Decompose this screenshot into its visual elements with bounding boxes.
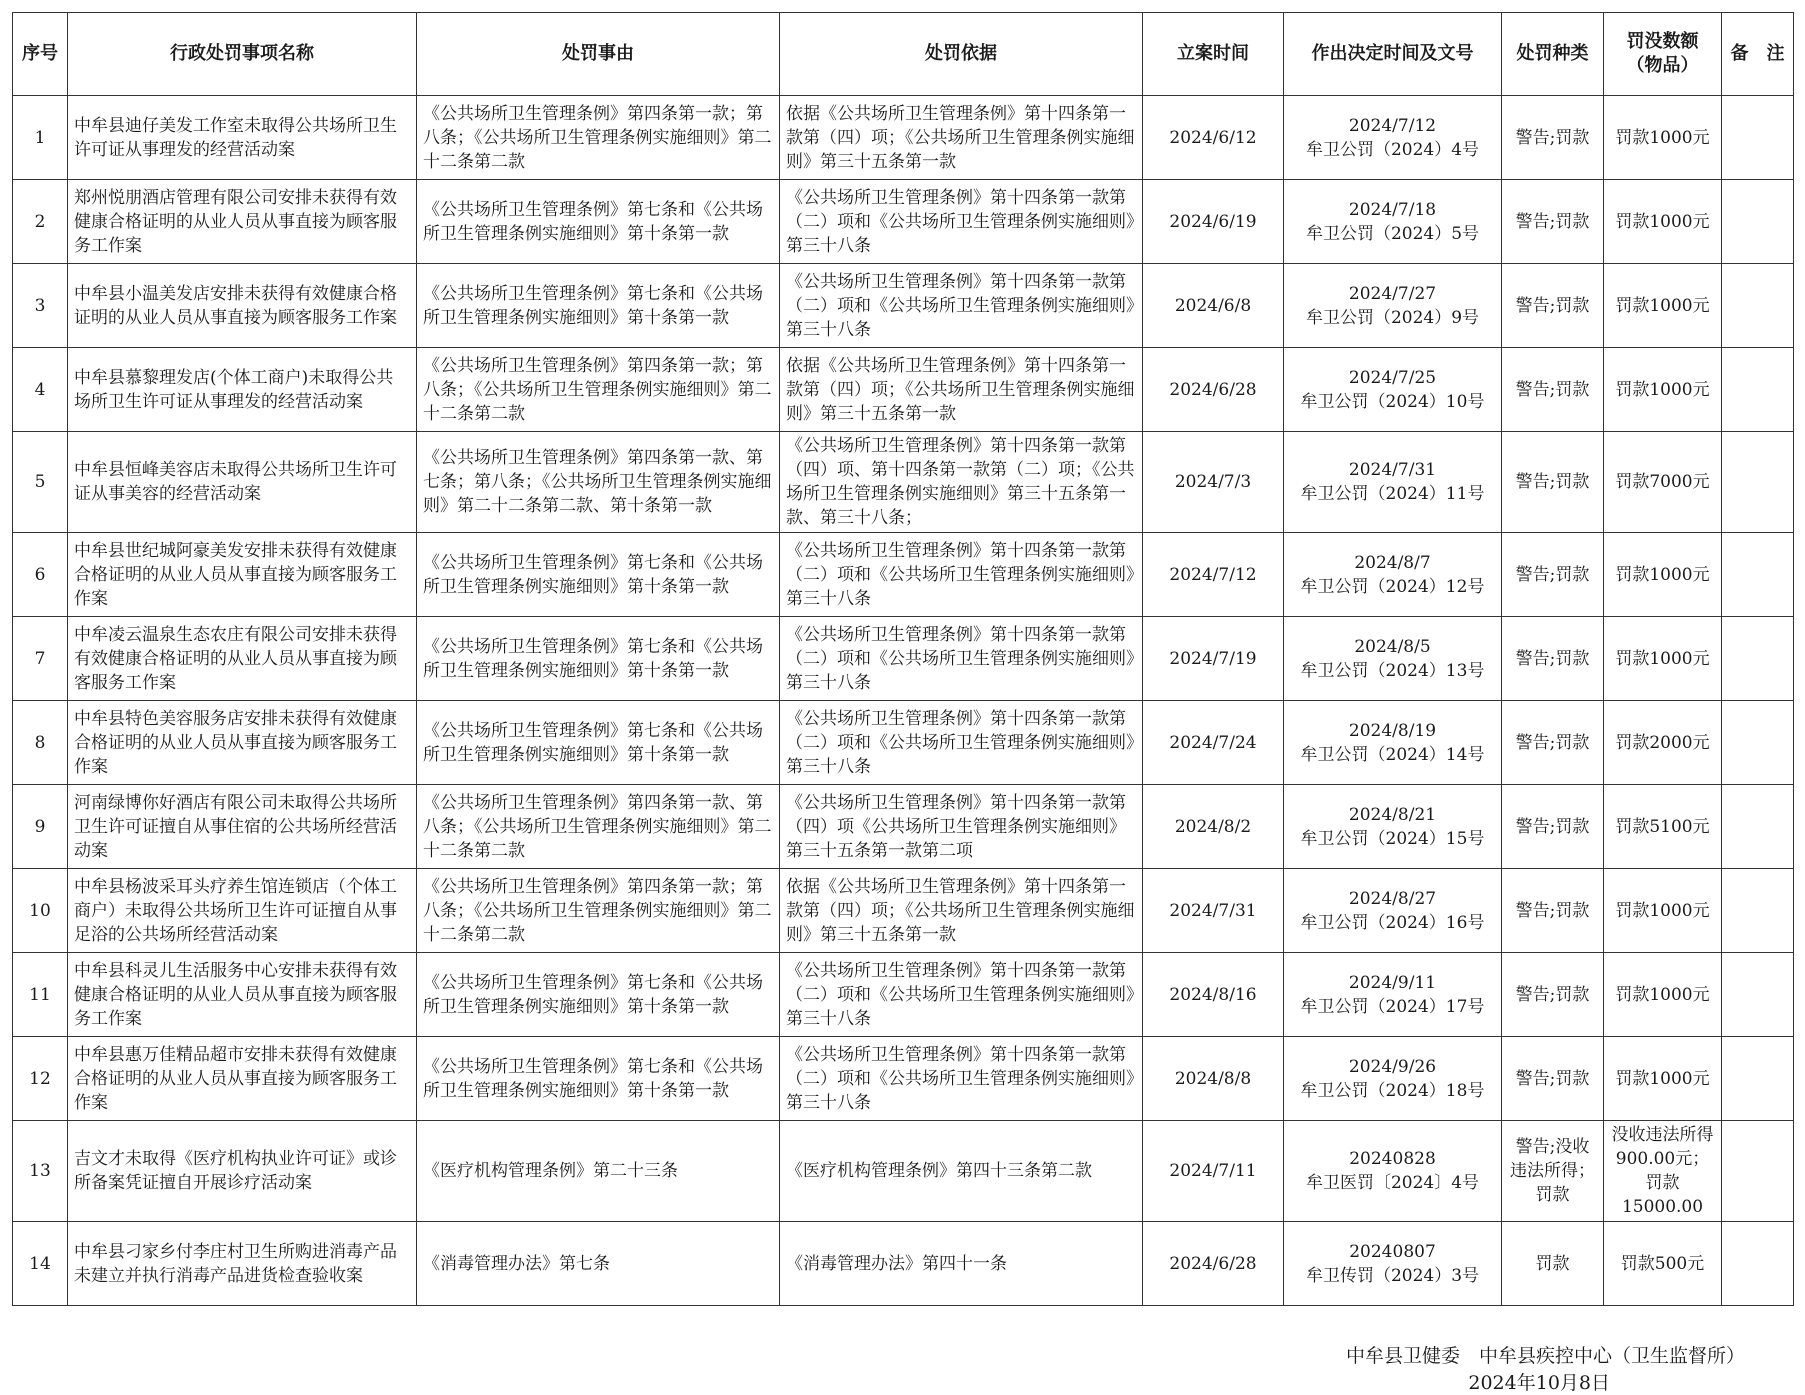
header-item: 行政处罚事项名称 <box>68 13 417 96</box>
decision-date: 2024/7/12 <box>1348 115 1437 136</box>
cell-filed: 2024/6/28 <box>1143 348 1284 432</box>
decision-number: 牟卫公罚（2024）18号 <box>1300 1080 1485 1101</box>
decision-date: 2024/7/18 <box>1348 199 1437 220</box>
cell-type: 警告;罚款 <box>1502 348 1604 432</box>
cell-decision <box>1284 1222 1502 1306</box>
decision-number: 牟卫传罚（2024）3号 <box>1305 1265 1480 1286</box>
decision-number: 牟卫公罚（2024）10号 <box>1300 391 1485 412</box>
cell-seq: 5 <box>13 432 68 533</box>
decision-date: 2024/8/27 <box>1348 888 1437 909</box>
cell-item: 中牟县恒峰美容店未取得公共场所卫生许可证从事美容的经营活动案 <box>68 432 417 533</box>
cell-reason: 《公共场所卫生管理条例》第七条和《公共场所卫生管理条例实施细则》第十条第一款 <box>417 617 780 701</box>
cell-amount: 罚款1000元 <box>1604 96 1722 180</box>
cell-reason: 《公共场所卫生管理条例》第四条第一款；第八条；《公共场所卫生管理条例实施细则》第二十二条第二款 <box>417 348 780 432</box>
cell-amount: 罚款1000元 <box>1604 869 1722 953</box>
cell-reason: 《公共场所卫生管理条例》第七条和《公共场所卫生管理条例实施细则》第十条第一款 <box>417 180 780 264</box>
decision-date: 2024/8/7 <box>1354 552 1431 573</box>
cell-type: 警告;罚款 <box>1502 701 1604 785</box>
cell-item: 中牟县科灵儿生活服务中心安排未获得有效健康合格证明的从业人员从事直接为顾客服务工作案 <box>68 953 417 1037</box>
decision-date: 2024/7/31 <box>1348 460 1437 480</box>
cell-remark <box>1722 617 1794 701</box>
table-row <box>13 869 1794 953</box>
cell-seq: 11 <box>13 953 68 1037</box>
cell-decision <box>1284 785 1502 869</box>
cell-filed: 2024/6/19 <box>1143 180 1284 264</box>
cell-seq: 14 <box>13 1222 68 1306</box>
cell-basis: 依据《公共场所卫生管理条例》第十四条第一款第（四）项；《公共场所卫生管理条例实施细则》第三十五条第一款 <box>780 869 1143 953</box>
cell-remark <box>1722 264 1794 348</box>
cell-decision <box>1284 617 1502 701</box>
table-row <box>13 953 1794 1037</box>
decision-number: 牟卫公罚（2024）9号 <box>1305 307 1480 328</box>
cell-basis: 《公共场所卫生管理条例》第十四条第一款第（二）项和《公共场所卫生管理条例实施细则》第三十八条 <box>780 264 1143 348</box>
cell-filed: 2024/7/24 <box>1143 701 1284 785</box>
header-filed: 立案时间 <box>1143 13 1284 96</box>
decision-number: 牟卫公罚（2024）12号 <box>1300 576 1485 597</box>
header-remark: 备 注 <box>1722 13 1794 96</box>
cell-decision <box>1284 1037 1502 1121</box>
cell-decision <box>1284 953 1502 1037</box>
cell-seq: 7 <box>13 617 68 701</box>
cell-amount: 罚款1000元 <box>1604 264 1722 348</box>
cell-decision <box>1284 701 1502 785</box>
cell-type: 警告;罚款 <box>1502 617 1604 701</box>
table-row <box>13 180 1794 264</box>
cell-basis: 《公共场所卫生管理条例》第十四条第一款第（四）项《公共场所卫生管理条例实施细则》第三十五条第一款第二项 <box>780 785 1143 869</box>
cell-decision <box>1284 264 1502 348</box>
cell-remark <box>1722 348 1794 432</box>
decision-date: 2024/7/27 <box>1348 283 1437 304</box>
cell-remark <box>1722 785 1794 869</box>
cell-basis: 《公共场所卫生管理条例》第十四条第一款第（二）项和《公共场所卫生管理条例实施细则》第三十八条 <box>780 701 1143 785</box>
table-row <box>13 1222 1794 1306</box>
cell-decision <box>1284 180 1502 264</box>
cell-reason: 《消毒管理办法》第七条 <box>417 1222 780 1306</box>
cell-type: 警告;罚款 <box>1502 1037 1604 1121</box>
cell-item: 河南绿博你好酒店有限公司未取得公共场所卫生许可证擅自从事住宿的公共场所经营活动案 <box>68 785 417 869</box>
decision-number: 牟卫公罚（2024）15号 <box>1300 828 1485 849</box>
cell-item: 中牟县特色美容服务店安排未获得有效健康合格证明的从业人员从事直接为顾客服务工作案 <box>68 701 417 785</box>
cell-remark <box>1722 180 1794 264</box>
cell-type: 警告;罚款 <box>1502 533 1604 617</box>
cell-item: 中牟县惠万佳精品超市安排未获得有效健康合格证明的从业人员从事直接为顾客服务工作案 <box>68 1037 417 1121</box>
cell-amount: 罚款1000元 <box>1604 953 1722 1037</box>
table-row <box>13 1121 1794 1222</box>
header-decision: 作出决定时间及文号 <box>1284 13 1502 96</box>
cell-item: 中牟县小温美发店安排未获得有效健康合格证明的从业人员从事直接为顾客服务工作案 <box>68 264 417 348</box>
decision-number: 牟卫公罚（2024）11号 <box>1300 484 1485 504</box>
cell-item: 中牟县刁家乡付李庄村卫生所购进消毒产品未建立并执行消毒产品进货检查验收案 <box>68 1222 417 1306</box>
cell-basis: 《公共场所卫生管理条例》第十四条第一款第（四）项、第十四条第一款第（二）项；《公共场所卫生管理条例实施细则》第三十五条第一款、第三十八条； <box>780 432 1143 533</box>
table-row <box>13 96 1794 180</box>
cell-amount: 罚款7000元 <box>1604 432 1722 533</box>
cell-basis: 《公共场所卫生管理条例》第十四条第一款第（二）项和《公共场所卫生管理条例实施细则》第三十八条 <box>780 1037 1143 1121</box>
decision-date: 2024/9/26 <box>1348 1056 1437 1077</box>
cell-reason: 《医疗机构管理条例》第二十三条 <box>417 1121 780 1222</box>
cell-decision <box>1284 96 1502 180</box>
cell-seq: 2 <box>13 180 68 264</box>
cell-decision <box>1284 1121 1502 1222</box>
cell-decision <box>1284 533 1502 617</box>
decision-date: 2024/7/25 <box>1348 367 1437 388</box>
cell-basis: 《公共场所卫生管理条例》第十四条第一款第（二）项和《公共场所卫生管理条例实施细则》第三十八条 <box>780 180 1143 264</box>
cell-seq: 13 <box>13 1121 68 1222</box>
decision-date: 2024/8/5 <box>1354 636 1431 657</box>
table-row <box>13 617 1794 701</box>
cell-amount: 罚款1000元 <box>1604 180 1722 264</box>
cell-type: 警告;罚款 <box>1502 432 1604 533</box>
cell-seq: 1 <box>13 96 68 180</box>
table-row <box>13 348 1794 432</box>
cell-seq: 10 <box>13 869 68 953</box>
cell-seq: 12 <box>13 1037 68 1121</box>
decision-date: 20240807 <box>1349 1241 1436 1262</box>
cell-type: 警告;罚款 <box>1502 96 1604 180</box>
cell-type: 罚款 <box>1502 1222 1604 1306</box>
decision-date: 2024/9/11 <box>1348 972 1437 993</box>
cell-decision <box>1284 869 1502 953</box>
cell-remark <box>1722 432 1794 533</box>
cell-filed: 2024/8/8 <box>1143 1037 1284 1121</box>
cell-amount: 罚款500元 <box>1604 1222 1722 1306</box>
cell-amount: 罚款1000元 <box>1604 348 1722 432</box>
cell-filed: 2024/7/3 <box>1143 432 1284 533</box>
cell-type: 警告;罚款 <box>1502 953 1604 1037</box>
cell-reason: 《公共场所卫生管理条例》第四条第一款、第八条；《公共场所卫生管理条例实施细则》第二十二条第二款 <box>417 785 780 869</box>
header-amount: 罚没数额（物品） <box>1604 13 1722 96</box>
cell-item: 中牟县杨波采耳头疗养生馆连锁店（个体工商户）未取得公共场所卫生许可证擅自从事足浴的公共场所经营活动案 <box>68 869 417 953</box>
footer-organization: 中牟县卫健委 中牟县疾控中心（卫生监督所） <box>1345 1345 1745 1367</box>
cell-reason: 《公共场所卫生管理条例》第四条第一款、第七条；第八条；《公共场所卫生管理条例实施细则》第二十二条第二款、第十条第一款 <box>417 432 780 533</box>
cell-filed: 2024/6/8 <box>1143 264 1284 348</box>
cell-amount: 罚款1000元 <box>1604 533 1722 617</box>
cell-basis: 《公共场所卫生管理条例》第十四条第一款第（二）项和《公共场所卫生管理条例实施细则》第三十八条 <box>780 617 1143 701</box>
cell-item: 中牟县世纪城阿豪美发安排未获得有效健康合格证明的从业人员从事直接为顾客服务工作案 <box>68 533 417 617</box>
cell-filed: 2024/6/12 <box>1143 96 1284 180</box>
cell-remark <box>1722 1222 1794 1306</box>
header-basis: 处罚依据 <box>780 13 1143 96</box>
header-row <box>13 13 1794 96</box>
footer-date: 2024年10月8日 <box>1468 1372 1610 1394</box>
cell-remark <box>1722 1037 1794 1121</box>
cell-reason: 《公共场所卫生管理条例》第七条和《公共场所卫生管理条例实施细则》第十条第一款 <box>417 264 780 348</box>
cell-basis: 《公共场所卫生管理条例》第十四条第一款第（二）项和《公共场所卫生管理条例实施细则》第三十八条 <box>780 533 1143 617</box>
cell-type: 警告;罚款 <box>1502 869 1604 953</box>
decision-date: 20240828 <box>1349 1149 1436 1169</box>
cell-filed: 2024/6/28 <box>1143 1222 1284 1306</box>
cell-reason: 《公共场所卫生管理条例》第七条和《公共场所卫生管理条例实施细则》第十条第一款 <box>417 953 780 1037</box>
decision-date: 2024/8/21 <box>1348 804 1437 825</box>
cell-decision <box>1284 432 1502 533</box>
table-row <box>13 264 1794 348</box>
header-type: 处罚种类 <box>1502 13 1604 96</box>
cell-item: 中牟县慕黎理发店(个体工商户)未取得公共场所卫生许可证从事理发的经营活动案 <box>68 348 417 432</box>
cell-seq: 6 <box>13 533 68 617</box>
decision-number: 牟卫公罚（2024）14号 <box>1300 744 1485 765</box>
cell-filed: 2024/7/31 <box>1143 869 1284 953</box>
decision-number: 牟卫公罚（2024）5号 <box>1305 223 1480 244</box>
decision-number: 牟卫公罚（2024）13号 <box>1300 660 1485 681</box>
header-reason: 处罚事由 <box>417 13 780 96</box>
table-row <box>13 701 1794 785</box>
decision-date: 2024/8/19 <box>1348 720 1437 741</box>
decision-number: 牟卫公罚（2024）4号 <box>1305 139 1480 160</box>
cell-reason: 《公共场所卫生管理条例》第七条和《公共场所卫生管理条例实施细则》第十条第一款 <box>417 533 780 617</box>
cell-basis: 依据《公共场所卫生管理条例》第十四条第一款第（四）项；《公共场所卫生管理条例实施细则》第三十五条第一款 <box>780 96 1143 180</box>
cell-seq: 9 <box>13 785 68 869</box>
cell-amount: 罚款1000元 <box>1604 617 1722 701</box>
cell-amount: 没收违法所得900.00元；罚款15000.00 <box>1604 1121 1722 1222</box>
cell-type: 警告;罚款 <box>1502 180 1604 264</box>
cell-type: 警告;罚款 <box>1502 264 1604 348</box>
cell-type: 警告;罚款 <box>1502 785 1604 869</box>
cell-remark <box>1722 701 1794 785</box>
cell-filed: 2024/7/12 <box>1143 533 1284 617</box>
decision-number: 牟卫医罚〔2024〕4号 <box>1305 1173 1480 1193</box>
cell-seq: 3 <box>13 264 68 348</box>
cell-amount: 罚款5100元 <box>1604 785 1722 869</box>
cell-reason: 《公共场所卫生管理条例》第四条第一款；第八条；《公共场所卫生管理条例实施细则》第二十二条第二款 <box>417 96 780 180</box>
header-seq: 序号 <box>13 13 68 96</box>
table-row <box>13 432 1794 533</box>
cell-seq: 4 <box>13 348 68 432</box>
cell-basis: 依据《公共场所卫生管理条例》第十四条第一款第（四）项；《公共场所卫生管理条例实施细则》第三十五条第一款 <box>780 348 1143 432</box>
cell-reason: 《公共场所卫生管理条例》第四条第一款；第八条；《公共场所卫生管理条例实施细则》第二十二条第二款 <box>417 869 780 953</box>
cell-amount: 罚款1000元 <box>1604 1037 1722 1121</box>
cell-remark <box>1722 869 1794 953</box>
cell-item: 中牟凌云温泉生态农庄有限公司安排未获得有效健康合格证明的从业人员从事直接为顾客服务工作案 <box>68 617 417 701</box>
cell-filed: 2024/8/2 <box>1143 785 1284 869</box>
decision-number: 牟卫公罚（2024）16号 <box>1300 912 1485 933</box>
cell-reason: 《公共场所卫生管理条例》第七条和《公共场所卫生管理条例实施细则》第十条第一款 <box>417 701 780 785</box>
cell-amount: 罚款2000元 <box>1604 701 1722 785</box>
cell-remark <box>1722 533 1794 617</box>
penalty-table <box>12 12 1794 1306</box>
cell-decision <box>1284 348 1502 432</box>
cell-basis: 《公共场所卫生管理条例》第十四条第一款第（二）项和《公共场所卫生管理条例实施细则》第三十八条 <box>780 953 1143 1037</box>
cell-item: 中牟县迪仔美发工作室未取得公共场所卫生许可证从事理发的经营活动案 <box>68 96 417 180</box>
cell-reason: 《公共场所卫生管理条例》第七条和《公共场所卫生管理条例实施细则》第十条第一款 <box>417 1037 780 1121</box>
table-row <box>13 1037 1794 1121</box>
cell-type: 警告;没收违法所得；罚款 <box>1502 1121 1604 1222</box>
cell-filed: 2024/8/16 <box>1143 953 1284 1037</box>
cell-basis: 《消毒管理办法》第四十一条 <box>780 1222 1143 1306</box>
cell-filed: 2024/7/19 <box>1143 617 1284 701</box>
cell-remark <box>1722 96 1794 180</box>
table-row <box>13 785 1794 869</box>
table-row <box>13 533 1794 617</box>
cell-remark <box>1722 1121 1794 1222</box>
cell-seq: 8 <box>13 701 68 785</box>
cell-basis: 《医疗机构管理条例》第四十三条第二款 <box>780 1121 1143 1222</box>
cell-remark <box>1722 953 1794 1037</box>
cell-item: 吉文才未取得《医疗机构执业许可证》或诊所备案凭证擅自开展诊疗活动案 <box>68 1121 417 1222</box>
decision-number: 牟卫公罚（2024）17号 <box>1300 996 1485 1017</box>
cell-filed: 2024/7/11 <box>1143 1121 1284 1222</box>
cell-item: 郑州悦朋酒店管理有限公司安排未获得有效健康合格证明的从业人员从事直接为顾客服务工作案 <box>68 180 417 264</box>
